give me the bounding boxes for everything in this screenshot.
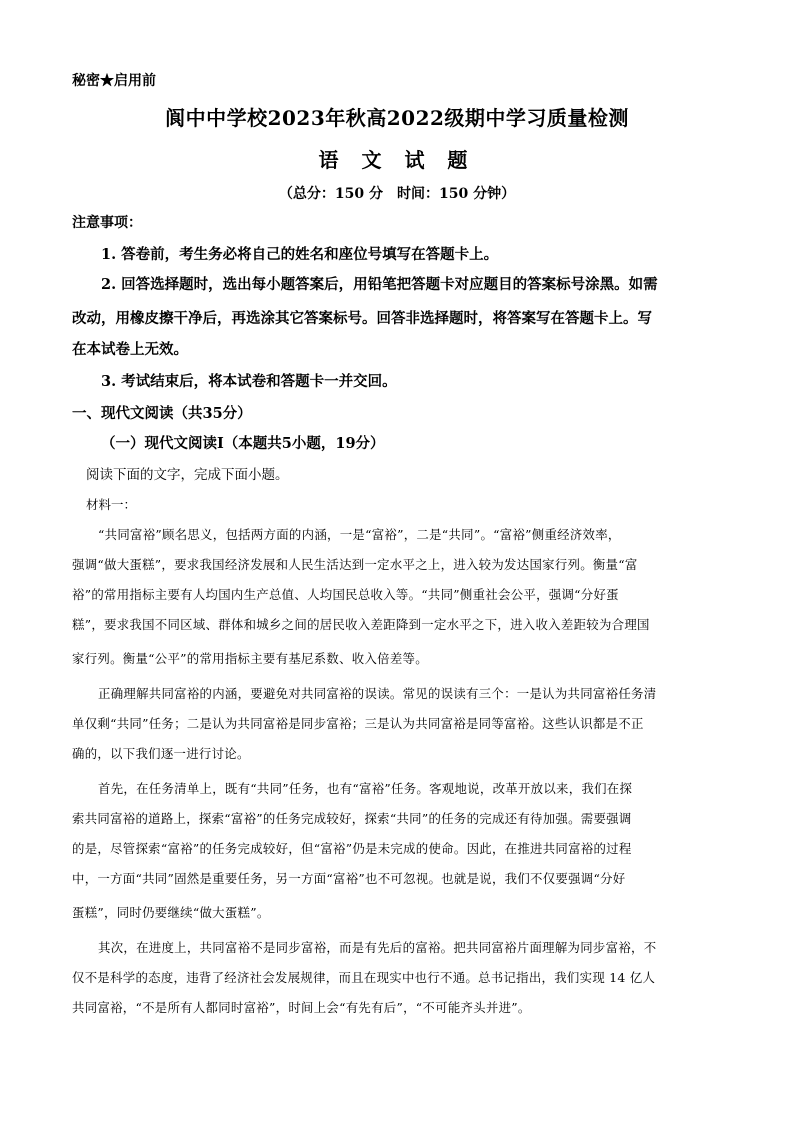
- paragraph-1-line-5: 家行列。衡量“公平”的常用指标主要有基尼系数、收入倍差等。: [72, 651, 428, 666]
- notice-item-2-line-1: 2. 回答选择题时，选出每小题答案后，用铅笔把答题卡对应题目的答案标号涂黑。如需: [101, 276, 658, 293]
- subsection-heading: （一）现代文阅读Ⅰ（本题共5小题，19分）: [101, 435, 385, 452]
- exam-meta: （总分：150 分 时间：150 分钟）: [278, 186, 516, 202]
- paragraph-2-line-3: 确的，以下我们逐一进行讨论。: [72, 746, 250, 761]
- paragraph-1-line-3: 裕”的常用指标主要有人均国内生产总值、人均国民总收入等。“共同”侧重社会公平，强调“分好蛋: [72, 587, 619, 602]
- paragraph-4-line-2: 仅不是科学的态度，违背了经济社会发展规律，而且在现实中也行不通。总书记指出，我们实现 14 亿人: [72, 970, 656, 985]
- paragraph-3-line-4: 中，一方面“共同”固然是重要任务，另一方面“富裕”也不可忽视。也就是说，我们不仅要强调“分好: [72, 871, 626, 886]
- paragraph-1-line-4: 糕”，要求我国不同区域、群体和城乡之间的居民收入差距降到一定水平之下，进入收入差距较为合理国: [72, 617, 650, 632]
- paragraph-4-line-3: 共同富裕，“不是所有人都同时富裕”，时间上会“有先有后”，“不可能齐头并进”。: [72, 1000, 531, 1015]
- paragraph-3-line-3: 的是，尽管探索“富裕”的任务完成较好，但“富裕”仍是未完成的使命。因此，在推进共同富裕的过程: [72, 841, 632, 856]
- reading-instruction: 阅读下面的文字，完成下面小题。: [86, 467, 289, 483]
- paragraph-3-line-5: 蛋糕”，同时仍要继续“做大蛋糕”。: [72, 905, 270, 920]
- notice-item-2-line-2: 改动，用橡皮擦干净后，再选涂其它答案标号。回答非选择题时，将答案写在答题卡上。写: [72, 310, 652, 327]
- notice-heading: 注意事项：: [72, 215, 142, 231]
- material-label: 材料一：: [86, 497, 137, 512]
- paragraph-2-line-1: 正确理解共同富裕的内涵，要避免对共同富裕的误读。常见的误读有三个：一是认为共同富裕任务清: [98, 686, 657, 701]
- notice-item-1: 1. 答卷前，考生务必将自己的姓名和座位号填写在答题卡上。: [101, 246, 499, 263]
- paragraph-3-line-1: 首先，在任务清单上，既有“共同”任务，也有“富裕”任务。客观地说，改革开放以来，我们在探: [98, 781, 633, 796]
- notice-item-2-line-3: 在本试卷上无效。: [72, 341, 188, 358]
- paragraph-1-line-1: “共同富裕”顾名思义，包括两方面的内涵，一是“富裕”，二是“共同”。“富裕”侧重经济效率，: [98, 527, 621, 542]
- exam-title: 阆中中学校2023年秋高2022级期中学习质量检测: [165, 106, 629, 130]
- section-heading: 一、现代文阅读（共35分）: [72, 405, 252, 422]
- paragraph-2-line-2: 单仅剩“共同”任务；二是认为共同富裕是同步富裕；三是认为共同富裕是同等富裕。这些认识都是不正: [72, 716, 644, 731]
- exam-subject: 语 文 试 题: [318, 148, 476, 172]
- paragraph-1-line-2: 强调“做大蛋糕”，要求我国经济发展和人民生活达到一定水平之上，进入较为发达国家行列。衡量“富: [72, 557, 638, 572]
- confidential-mark: 秘密★启用前: [72, 73, 156, 89]
- notice-item-3: 3. 考试结束后，将本试卷和答题卡一并交回。: [101, 373, 397, 390]
- paragraph-4-line-1: 其次，在进度上，共同富裕不是同步富裕，而是有先后的富裕。把共同富裕片面理解为同步富裕，不: [98, 940, 657, 955]
- paragraph-3-line-2: 索共同富裕的道路上，探索“富裕”的任务完成较好，探索“共同”的任务的完成还有待加强。需要强调: [72, 811, 632, 826]
